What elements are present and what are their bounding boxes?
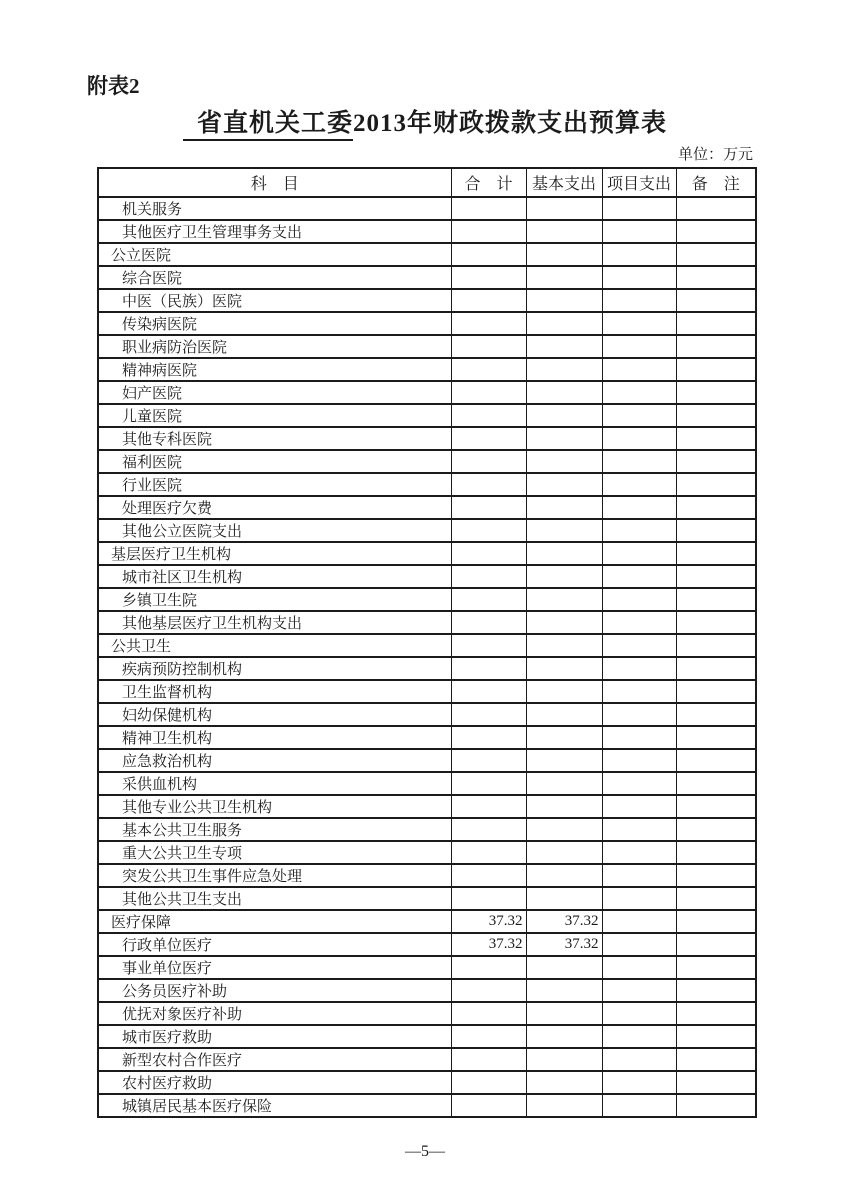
basic-cell bbox=[526, 1002, 602, 1025]
project-cell bbox=[602, 312, 676, 335]
total-cell bbox=[451, 496, 526, 519]
table-row bbox=[98, 1002, 756, 1025]
subject-cell: 行政单位医疗 bbox=[98, 933, 451, 956]
total-cell bbox=[451, 1094, 526, 1117]
total-cell bbox=[451, 864, 526, 887]
basic-cell bbox=[526, 358, 602, 381]
table-row bbox=[98, 887, 756, 910]
basic-cell bbox=[526, 496, 602, 519]
table-row bbox=[98, 864, 756, 887]
total-cell bbox=[451, 519, 526, 542]
project-cell bbox=[602, 864, 676, 887]
note-cell bbox=[676, 772, 756, 795]
table-row bbox=[98, 818, 756, 841]
note-cell bbox=[676, 266, 756, 289]
project-cell bbox=[602, 496, 676, 519]
basic-cell bbox=[526, 335, 602, 358]
total-cell bbox=[451, 404, 526, 427]
project-cell bbox=[602, 795, 676, 818]
note-cell bbox=[676, 956, 756, 979]
total-cell bbox=[451, 818, 526, 841]
project-cell bbox=[602, 1025, 676, 1048]
subject-cell: 儿童医院 bbox=[98, 404, 451, 427]
subject-cell: 重大公共卫生专项 bbox=[98, 841, 451, 864]
subject-cell: 突发公共卫生事件应急处理 bbox=[98, 864, 451, 887]
note-cell bbox=[676, 611, 756, 634]
total-cell bbox=[451, 220, 526, 243]
basic-cell bbox=[526, 565, 602, 588]
basic-cell bbox=[526, 220, 602, 243]
total-cell bbox=[451, 1071, 526, 1094]
note-cell bbox=[676, 312, 756, 335]
note-cell bbox=[676, 588, 756, 611]
basic-cell bbox=[526, 404, 602, 427]
note-cell bbox=[676, 335, 756, 358]
project-cell bbox=[602, 519, 676, 542]
project-cell bbox=[602, 818, 676, 841]
table-row bbox=[98, 358, 756, 381]
project-cell bbox=[602, 220, 676, 243]
table-row bbox=[98, 1094, 756, 1117]
total-cell bbox=[451, 749, 526, 772]
project-cell bbox=[602, 473, 676, 496]
note-cell bbox=[676, 565, 756, 588]
subject-cell: 基本公共卫生服务 bbox=[98, 818, 451, 841]
basic-cell bbox=[526, 979, 602, 1002]
basic-cell bbox=[526, 542, 602, 565]
subject-cell: 其他公立医院支出 bbox=[98, 519, 451, 542]
total-cell bbox=[451, 381, 526, 404]
table-row bbox=[98, 427, 756, 450]
subject-cell: 职业病防治医院 bbox=[98, 335, 451, 358]
project-cell bbox=[602, 243, 676, 266]
total-cell bbox=[451, 1002, 526, 1025]
project-cell bbox=[602, 680, 676, 703]
basic-cell bbox=[526, 243, 602, 266]
subject-cell: 其他医疗卫生管理事务支出 bbox=[98, 220, 451, 243]
table-row bbox=[98, 680, 756, 703]
note-cell bbox=[676, 1048, 756, 1071]
appendix-label: 附表2 bbox=[87, 74, 140, 98]
header-note: 备 注 bbox=[676, 168, 756, 197]
table-row bbox=[98, 657, 756, 680]
note-cell bbox=[676, 1071, 756, 1094]
basic-cell bbox=[526, 841, 602, 864]
basic-cell bbox=[526, 312, 602, 335]
note-cell bbox=[676, 749, 756, 772]
project-cell bbox=[602, 634, 676, 657]
subject-cell: 公务员医疗补助 bbox=[98, 979, 451, 1002]
table-row bbox=[98, 335, 756, 358]
project-cell bbox=[602, 1002, 676, 1025]
total-cell: 37.32 bbox=[451, 910, 526, 933]
header-project: 项目支出 bbox=[602, 168, 676, 197]
project-cell bbox=[602, 887, 676, 910]
subject-cell: 事业单位医疗 bbox=[98, 956, 451, 979]
total-cell bbox=[451, 266, 526, 289]
table-row bbox=[98, 1048, 756, 1071]
note-cell bbox=[676, 864, 756, 887]
total-cell bbox=[451, 657, 526, 680]
basic-cell bbox=[526, 450, 602, 473]
subject-cell: 传染病医院 bbox=[98, 312, 451, 335]
total-cell bbox=[451, 795, 526, 818]
basic-cell bbox=[526, 657, 602, 680]
note-cell bbox=[676, 818, 756, 841]
project-cell bbox=[602, 404, 676, 427]
total-cell bbox=[451, 335, 526, 358]
basic-cell bbox=[526, 703, 602, 726]
total-cell bbox=[451, 473, 526, 496]
basic-cell bbox=[526, 519, 602, 542]
subject-cell: 福利医院 bbox=[98, 450, 451, 473]
total-cell bbox=[451, 887, 526, 910]
table-row bbox=[98, 910, 756, 933]
total-cell bbox=[451, 611, 526, 634]
table-row bbox=[98, 634, 756, 657]
table-row bbox=[98, 312, 756, 335]
note-cell bbox=[676, 519, 756, 542]
project-cell bbox=[602, 197, 676, 220]
total-cell bbox=[451, 726, 526, 749]
subject-cell: 处理医疗欠费 bbox=[98, 496, 451, 519]
subject-cell: 妇产医院 bbox=[98, 381, 451, 404]
table-row bbox=[98, 450, 756, 473]
project-cell bbox=[602, 933, 676, 956]
table-row bbox=[98, 565, 756, 588]
total-cell bbox=[451, 1048, 526, 1071]
basic-cell bbox=[526, 1048, 602, 1071]
subject-cell: 优抚对象医疗补助 bbox=[98, 1002, 451, 1025]
table-row bbox=[98, 542, 756, 565]
subject-cell: 卫生监督机构 bbox=[98, 680, 451, 703]
subject-cell: 综合医院 bbox=[98, 266, 451, 289]
basic-cell bbox=[526, 634, 602, 657]
subject-cell: 精神病医院 bbox=[98, 358, 451, 381]
basic-cell bbox=[526, 726, 602, 749]
project-cell bbox=[602, 657, 676, 680]
page-title-underlined-part: 省直机关工委 bbox=[183, 110, 353, 141]
basic-cell bbox=[526, 588, 602, 611]
table-row bbox=[98, 611, 756, 634]
total-cell bbox=[451, 565, 526, 588]
total-cell bbox=[451, 772, 526, 795]
header-total: 合 计 bbox=[451, 168, 526, 197]
project-cell bbox=[602, 266, 676, 289]
subject-cell: 机关服务 bbox=[98, 197, 451, 220]
table-row bbox=[98, 703, 756, 726]
basic-cell bbox=[526, 956, 602, 979]
note-cell bbox=[676, 887, 756, 910]
note-cell bbox=[676, 427, 756, 450]
table-row bbox=[98, 979, 756, 1002]
table-row bbox=[98, 220, 756, 243]
total-cell bbox=[451, 427, 526, 450]
total-cell: 37.32 bbox=[451, 933, 526, 956]
basic-cell bbox=[526, 818, 602, 841]
note-cell bbox=[676, 634, 756, 657]
subject-cell: 城市社区卫生机构 bbox=[98, 565, 451, 588]
note-cell bbox=[676, 680, 756, 703]
subject-cell: 城镇居民基本医疗保险 bbox=[98, 1094, 451, 1117]
basic-cell: 37.32 bbox=[526, 910, 602, 933]
basic-cell: 37.32 bbox=[526, 933, 602, 956]
table-row bbox=[98, 473, 756, 496]
total-cell bbox=[451, 312, 526, 335]
subject-cell: 应急救治机构 bbox=[98, 749, 451, 772]
page-title-rest: 2013年财政拨款支出预算表 bbox=[353, 110, 668, 137]
note-cell bbox=[676, 795, 756, 818]
total-cell bbox=[451, 956, 526, 979]
basic-cell bbox=[526, 473, 602, 496]
project-cell bbox=[602, 427, 676, 450]
note-cell bbox=[676, 197, 756, 220]
basic-cell bbox=[526, 611, 602, 634]
subject-cell: 精神卫生机构 bbox=[98, 726, 451, 749]
unit-label: 单位：万元 bbox=[677, 147, 753, 163]
table-row bbox=[98, 381, 756, 404]
project-cell bbox=[602, 841, 676, 864]
subject-cell: 基层医疗卫生机构 bbox=[98, 542, 451, 565]
table-row bbox=[98, 795, 756, 818]
total-cell bbox=[451, 358, 526, 381]
note-cell bbox=[676, 910, 756, 933]
project-cell bbox=[602, 450, 676, 473]
total-cell bbox=[451, 1025, 526, 1048]
subject-cell: 中医（民族）医院 bbox=[98, 289, 451, 312]
note-cell bbox=[676, 404, 756, 427]
subject-cell: 其他公共卫生支出 bbox=[98, 887, 451, 910]
project-cell bbox=[602, 289, 676, 312]
table-row bbox=[98, 749, 756, 772]
note-cell bbox=[676, 933, 756, 956]
total-cell bbox=[451, 289, 526, 312]
project-cell bbox=[602, 542, 676, 565]
page-number: —5— bbox=[405, 1143, 445, 1160]
note-cell bbox=[676, 979, 756, 1002]
table-row bbox=[98, 772, 756, 795]
total-cell bbox=[451, 197, 526, 220]
subject-cell: 采供血机构 bbox=[98, 772, 451, 795]
project-cell bbox=[602, 772, 676, 795]
subject-cell: 医疗保障 bbox=[98, 910, 451, 933]
note-cell bbox=[676, 358, 756, 381]
project-cell bbox=[602, 611, 676, 634]
table-row bbox=[98, 496, 756, 519]
basic-cell bbox=[526, 864, 602, 887]
note-cell bbox=[676, 1002, 756, 1025]
project-cell bbox=[602, 979, 676, 1002]
total-cell bbox=[451, 243, 526, 266]
note-cell bbox=[676, 1094, 756, 1117]
basic-cell bbox=[526, 381, 602, 404]
total-cell bbox=[451, 979, 526, 1002]
project-cell bbox=[602, 956, 676, 979]
basic-cell bbox=[526, 427, 602, 450]
note-cell bbox=[676, 450, 756, 473]
basic-cell bbox=[526, 1094, 602, 1117]
note-cell bbox=[676, 726, 756, 749]
table-row bbox=[98, 243, 756, 266]
note-cell bbox=[676, 841, 756, 864]
table-row bbox=[98, 1071, 756, 1094]
project-cell bbox=[602, 1094, 676, 1117]
table-body bbox=[98, 197, 756, 1117]
subject-cell: 妇幼保健机构 bbox=[98, 703, 451, 726]
total-cell bbox=[451, 634, 526, 657]
total-cell bbox=[451, 588, 526, 611]
subject-cell: 行业医院 bbox=[98, 473, 451, 496]
project-cell bbox=[602, 1048, 676, 1071]
note-cell bbox=[676, 1025, 756, 1048]
project-cell bbox=[602, 565, 676, 588]
subject-cell: 城市医疗救助 bbox=[98, 1025, 451, 1048]
subject-cell: 疾病预防控制机构 bbox=[98, 657, 451, 680]
budget-table bbox=[97, 167, 757, 1118]
page-title bbox=[0, 103, 850, 139]
basic-cell bbox=[526, 266, 602, 289]
table-row bbox=[98, 1025, 756, 1048]
project-cell bbox=[602, 588, 676, 611]
total-cell bbox=[451, 680, 526, 703]
basic-cell bbox=[526, 795, 602, 818]
basic-cell bbox=[526, 1025, 602, 1048]
subject-cell: 其他基层医疗卫生机构支出 bbox=[98, 611, 451, 634]
note-cell bbox=[676, 496, 756, 519]
project-cell bbox=[602, 1071, 676, 1094]
table-row bbox=[98, 933, 756, 956]
total-cell bbox=[451, 703, 526, 726]
total-cell bbox=[451, 542, 526, 565]
table-header-row bbox=[98, 168, 756, 197]
note-cell bbox=[676, 381, 756, 404]
basic-cell bbox=[526, 289, 602, 312]
project-cell bbox=[602, 381, 676, 404]
subject-cell: 乡镇卫生院 bbox=[98, 588, 451, 611]
project-cell bbox=[602, 358, 676, 381]
basic-cell bbox=[526, 749, 602, 772]
header-subject: 科 目 bbox=[98, 168, 451, 197]
note-cell bbox=[676, 542, 756, 565]
table-row bbox=[98, 404, 756, 427]
table-row bbox=[98, 726, 756, 749]
subject-cell: 公共卫生 bbox=[98, 634, 451, 657]
note-cell bbox=[676, 703, 756, 726]
total-cell bbox=[451, 841, 526, 864]
basic-cell bbox=[526, 887, 602, 910]
subject-cell: 其他专科医院 bbox=[98, 427, 451, 450]
basic-cell bbox=[526, 197, 602, 220]
project-cell bbox=[602, 703, 676, 726]
note-cell bbox=[676, 243, 756, 266]
table-row bbox=[98, 956, 756, 979]
project-cell bbox=[602, 335, 676, 358]
table-row bbox=[98, 197, 756, 220]
subject-cell: 新型农村合作医疗 bbox=[98, 1048, 451, 1071]
table-row bbox=[98, 266, 756, 289]
subject-cell: 其他专业公共卫生机构 bbox=[98, 795, 451, 818]
subject-cell: 公立医院 bbox=[98, 243, 451, 266]
table-row bbox=[98, 841, 756, 864]
note-cell bbox=[676, 657, 756, 680]
note-cell bbox=[676, 220, 756, 243]
total-cell bbox=[451, 450, 526, 473]
subject-cell: 农村医疗救助 bbox=[98, 1071, 451, 1094]
basic-cell bbox=[526, 680, 602, 703]
basic-cell bbox=[526, 1071, 602, 1094]
project-cell bbox=[602, 749, 676, 772]
table-row bbox=[98, 588, 756, 611]
table-row bbox=[98, 519, 756, 542]
table-row bbox=[98, 289, 756, 312]
note-cell bbox=[676, 473, 756, 496]
note-cell bbox=[676, 289, 756, 312]
project-cell bbox=[602, 910, 676, 933]
basic-cell bbox=[526, 772, 602, 795]
header-basic: 基本支出 bbox=[526, 168, 602, 197]
project-cell bbox=[602, 726, 676, 749]
